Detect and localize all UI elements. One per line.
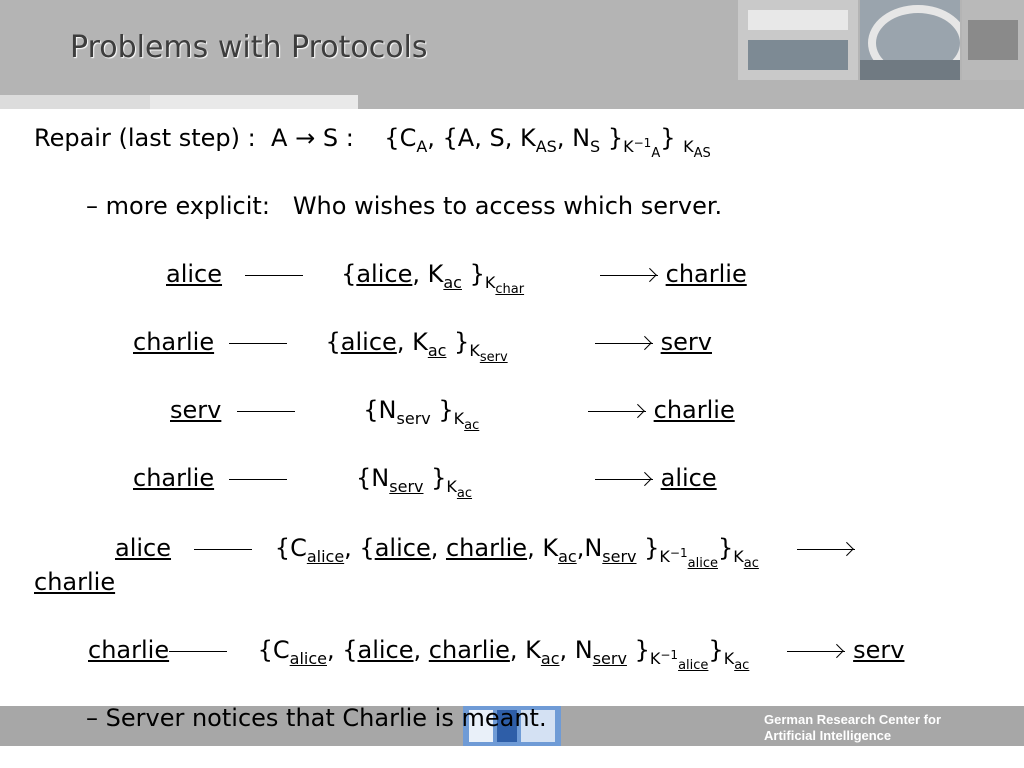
sender: charlie (133, 464, 215, 492)
protocol-step: charlie {alice, $K_{ac}$ }$_{K_{serv}}$ (133, 328, 508, 365)
sender: alice (166, 260, 223, 288)
dash-line (194, 549, 252, 550)
right-arrow-icon (787, 651, 845, 652)
right-arrow-icon (595, 479, 653, 480)
explicit-line: – more explicit: Who wishes to access which server. (86, 192, 723, 220)
building-photo-1 (738, 0, 858, 80)
dash-line (245, 275, 303, 276)
dash-line (169, 651, 227, 652)
sender: alice (115, 534, 172, 562)
dash-line (229, 343, 287, 344)
protocol-step: charlie {$N_{serv}$ }$_{K_{ac}}$ (133, 464, 473, 501)
protocol-target: alice (595, 464, 717, 492)
sender: charlie (88, 636, 170, 664)
right-arrow-icon (600, 275, 658, 276)
dash-line (229, 479, 287, 480)
right-arrow-icon (595, 343, 653, 344)
protocol-target: charlie (34, 568, 116, 596)
repair-line: Repair (last step) : A → S : {$C_A$, {A, S, $K_{AS}$, $N_S$ }$_{K^{-1}_A}$} $_{K_{AS}}$ (34, 124, 711, 161)
right-arrow-icon (797, 549, 855, 550)
right-arrow-icon: → (295, 124, 316, 152)
sender: serv (170, 396, 222, 424)
protocol-target: charlie (588, 396, 735, 424)
building-photo-2 (860, 0, 960, 80)
protocol-step: alice {alice, $K_{ac}$ }$_{K_{char}}$ (166, 260, 525, 297)
protocol-target: serv (595, 328, 712, 356)
protocol-step: alice {$C_{alice}$, {alice, charlie, $K_{ac},N_{serv}$ }$_{K^{-1}_{alice}}\}_{K_{ac}}$ (115, 534, 855, 564)
protocol-step: serv {$N_{serv}$ }$_{K_{ac}}$ (170, 396, 480, 433)
header-strip (358, 95, 1024, 109)
protocol-target: charlie (600, 260, 747, 288)
page-title: Problems with Protocols (70, 30, 428, 65)
notice-line: – Server notices that Charlie is meant. (86, 704, 547, 732)
building-photo-3 (962, 0, 1024, 80)
sender: charlie (133, 328, 215, 356)
right-arrow-icon (588, 411, 646, 412)
footer-org-name: German Research Center for Artificial Intelligence (764, 712, 942, 743)
header-strip (0, 95, 150, 109)
dash-line (237, 411, 295, 412)
protocol-step: charlie {$C_{alice}$, {alice, charlie, $K_{ac}$, $N_{serv}$ }$_{K^{-1}_{alice}}\}_{K_{ac}}$ serv (88, 636, 905, 673)
header-strip (150, 95, 358, 109)
